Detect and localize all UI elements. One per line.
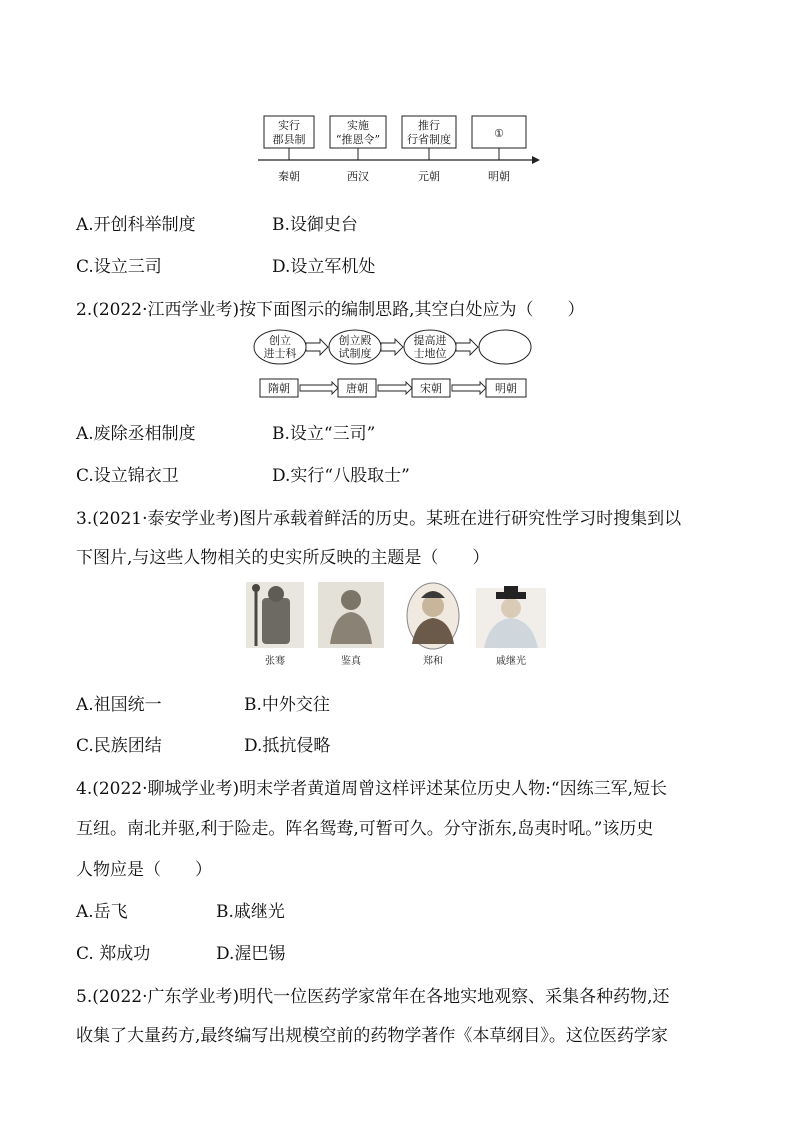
q4-option-c: C. 郑成功 <box>76 944 151 964</box>
portrait-jian-zhen <box>318 582 384 667</box>
q4-option-a: A.岳飞 <box>76 902 128 922</box>
q3-option-b: B.中外交往 <box>244 695 330 715</box>
q2-option-b: B.设立“三司” <box>272 424 376 444</box>
timeline-box-4 <box>472 116 526 160</box>
svg-text:“推恩令”: “推恩令” <box>335 133 381 146</box>
svg-text:提高进: 提高进 <box>413 334 447 347</box>
svg-text:创立殿: 创立殿 <box>338 334 372 347</box>
svg-text:戚继光: 戚继光 <box>496 656 526 667</box>
q3-option-c: C.民族团结 <box>76 736 162 756</box>
portrait-zhang-qian <box>246 582 304 667</box>
q2-dynasty-3 <box>412 379 450 397</box>
q2-diagram <box>250 326 540 401</box>
q3-stem-line-1: 3.(2021·泰安学业考)图片承载着鲜活的历史。某班在进行研究性学习时搜集到以 <box>76 509 682 529</box>
svg-text:行省制度: 行省制度 <box>407 133 451 146</box>
q2-oval-3 <box>404 330 456 364</box>
q1-option-b: B.设御史台 <box>272 215 358 235</box>
svg-text:实施: 实施 <box>347 119 369 132</box>
timeline-label-2: 西汉 <box>347 170 369 183</box>
svg-text:试制度: 试制度 <box>338 347 372 360</box>
svg-text:隋朝: 隋朝 <box>268 382 290 395</box>
timeline-label-3: 元朝 <box>418 170 440 183</box>
timeline-label-1: 秦朝 <box>278 170 300 183</box>
q2-option-d: D.实行“八股取士” <box>272 466 410 486</box>
timeline-box-3 <box>402 116 456 160</box>
q4-stem-line-3: 人物应是（ ） <box>76 860 212 880</box>
q4-option-b: B.戚继光 <box>216 902 285 922</box>
portrait-qi-jiguang <box>476 586 546 667</box>
q2-stem: 2.(2022·江西学业考)按下面图示的编制思路,其空白处应为（ ） <box>76 300 585 320</box>
q4-stem-line-2: 互纽。南北并驱,利于险走。阵名鸳鸯,可暂可久。分守浙东,岛夷时吼。”该历史 <box>76 819 654 839</box>
svg-text:鉴真: 鉴真 <box>341 656 361 667</box>
q5-stem-line-1: 5.(2022·广东学业考)明代一位医药学家常年在各地实地观察、采集各种药物,还 <box>76 987 670 1007</box>
svg-text:①: ① <box>494 127 504 140</box>
svg-text:创立: 创立 <box>269 334 291 347</box>
q4-option-d: D.渥巴锡 <box>216 944 286 964</box>
q4-stem-line-1: 4.(2022·聊城学业考)明末学者黄道周曾这样评述某位历史人物:“因练三军,短长 <box>76 779 667 799</box>
timeline-box-2 <box>330 116 386 160</box>
q2-oval-2 <box>329 330 381 364</box>
q2-dynasty-2 <box>338 379 376 397</box>
svg-text:进士科: 进士科 <box>263 347 297 360</box>
svg-text:明朝: 明朝 <box>495 382 517 395</box>
svg-text:士地位: 士地位 <box>413 347 447 360</box>
svg-text:郡县制: 郡县制 <box>272 133 306 146</box>
svg-text:宋朝: 宋朝 <box>420 382 442 395</box>
q2-dynasty-4 <box>486 379 526 397</box>
q1-option-d: D.设立军机处 <box>272 257 376 277</box>
svg-text:郑和: 郑和 <box>423 656 443 667</box>
q3-option-a: A.祖国统一 <box>76 695 162 715</box>
svg-text:实行: 实行 <box>278 119 300 132</box>
q2-option-a: A.废除丞相制度 <box>76 424 196 444</box>
q2-option-c: C.设立锦衣卫 <box>76 466 179 486</box>
q1-option-a: A.开创科举制度 <box>76 215 196 235</box>
q5-stem-line-2: 收集了大量药方,最终编写出规模空前的药物学著作《本草纲目》。这位医药学家 <box>76 1026 668 1046</box>
timeline-figure <box>250 110 550 190</box>
q2-oval-blank <box>479 330 531 364</box>
portrait-zheng-he <box>407 583 459 667</box>
q2-oval-1 <box>254 330 306 364</box>
q3-option-d: D.抵抗侵略 <box>244 736 331 756</box>
timeline-box-1 <box>264 116 314 160</box>
svg-text:推行: 推行 <box>418 119 440 132</box>
q1-option-c: C.设立三司 <box>76 257 162 277</box>
q3-portraits <box>240 578 560 673</box>
q3-stem-line-2: 下图片,与这些人物相关的史实所反映的主题是（ ） <box>76 548 490 568</box>
q2-dynasty-1 <box>260 379 298 397</box>
svg-text:唐朝: 唐朝 <box>346 382 368 395</box>
timeline-label-4: 明朝 <box>488 170 510 183</box>
svg-text:张骞: 张骞 <box>265 656 285 667</box>
